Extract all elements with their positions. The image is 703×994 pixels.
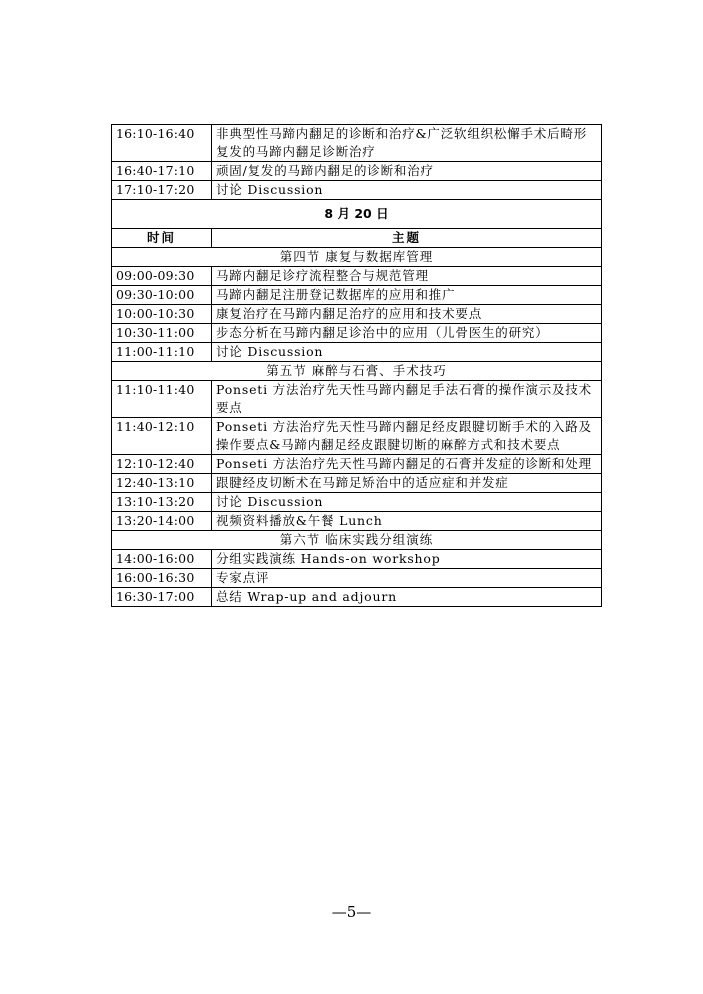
topic-cell: 马蹄内翻足注册登记数据库的应用和推广 <box>212 286 602 305</box>
time-column-header: 时间 <box>112 229 212 248</box>
time-cell: 13:20-14:00 <box>112 512 212 531</box>
topic-cell: Ponseti 方法治疗先天性马蹄内翻足手法石膏的操作演示及技术要点 <box>212 381 602 418</box>
topic-cell: 讨论 Discussion <box>212 181 602 200</box>
table-row <box>112 286 602 305</box>
time-cell: 11:10-11:40 <box>112 381 212 418</box>
topic-cell: Ponseti 方法治疗先天性马蹄内翻足的石膏并发症的诊断和处理 <box>212 455 602 474</box>
page-number: —5— <box>331 903 372 921</box>
section-title: 第四节 康复与数据库管理 <box>112 248 602 267</box>
time-cell: 13:10-13:20 <box>112 493 212 512</box>
table-row <box>112 474 602 493</box>
topic-cell: 非典型性马蹄内翻足的诊断和治疗&广泛软组织松懈手术后畸形复发的马蹄内翻足诊断治疗 <box>212 125 602 162</box>
section-header-row <box>112 248 602 267</box>
column-header-row <box>112 229 602 248</box>
time-cell: 17:10-17:20 <box>112 181 212 200</box>
table-row <box>112 305 602 324</box>
time-cell: 16:40-17:10 <box>112 162 212 181</box>
date-row <box>112 200 602 229</box>
time-cell: 12:10-12:40 <box>112 455 212 474</box>
table-row <box>112 512 602 531</box>
schedule-table <box>111 124 602 607</box>
time-cell: 16:30-17:00 <box>112 588 212 607</box>
table-row <box>112 125 602 162</box>
table-row <box>112 162 602 181</box>
time-cell: 09:00-09:30 <box>112 267 212 286</box>
topic-cell: 步态分析在马蹄内翻足诊治中的应用（儿骨医生的研究） <box>212 324 602 343</box>
date-heading: 8 月 20 日 <box>112 200 602 229</box>
section-title: 第五节 麻醉与石膏、手术技巧 <box>112 362 602 381</box>
topic-cell: 康复治疗在马蹄内翻足治疗的应用和技术要点 <box>212 305 602 324</box>
topic-cell: 马蹄内翻足诊疗流程整合与规范管理 <box>212 267 602 286</box>
time-cell: 10:30-11:00 <box>112 324 212 343</box>
topic-cell: 讨论 Discussion <box>212 343 602 362</box>
topic-cell: 讨论 Discussion <box>212 493 602 512</box>
section-header-row <box>112 362 602 381</box>
table-row <box>112 343 602 362</box>
time-cell: 11:40-12:10 <box>112 418 212 455</box>
topic-cell: Ponseti 方法治疗先天性马蹄内翻足经皮跟腱切断手术的入路及操作要点&马蹄内翻足经皮跟腱切断的麻醉方式和技术要点 <box>212 418 602 455</box>
time-cell: 10:00-10:30 <box>112 305 212 324</box>
table-row <box>112 493 602 512</box>
time-cell: 16:00-16:30 <box>112 569 212 588</box>
time-cell: 16:10-16:40 <box>112 125 212 162</box>
section-header-row <box>112 531 602 550</box>
topic-cell: 分组实践演练 Hands-on workshop <box>212 550 602 569</box>
section-title: 第六节 临床实践分组演练 <box>112 531 602 550</box>
table-row <box>112 588 602 607</box>
time-cell: 14:00-16:00 <box>112 550 212 569</box>
table-row <box>112 569 602 588</box>
topic-cell: 专家点评 <box>212 569 602 588</box>
topic-cell: 总结 Wrap-up and adjourn <box>212 588 602 607</box>
table-row <box>112 455 602 474</box>
topic-cell: 跟腱经皮切断术在马蹄足矫治中的适应症和并发症 <box>212 474 602 493</box>
time-cell: 11:00-11:10 <box>112 343 212 362</box>
table-row <box>112 381 602 418</box>
topic-cell: 顽固/复发的马蹄内翻足的诊断和治疗 <box>212 162 602 181</box>
topic-column-header: 主题 <box>212 229 602 248</box>
time-cell: 09:30-10:00 <box>112 286 212 305</box>
table-row <box>112 324 602 343</box>
time-cell: 12:40-13:10 <box>112 474 212 493</box>
table-row <box>112 181 602 200</box>
table-row <box>112 550 602 569</box>
table-row <box>112 267 602 286</box>
topic-cell: 视频资料播放&午餐 Lunch <box>212 512 602 531</box>
table-row <box>112 418 602 455</box>
